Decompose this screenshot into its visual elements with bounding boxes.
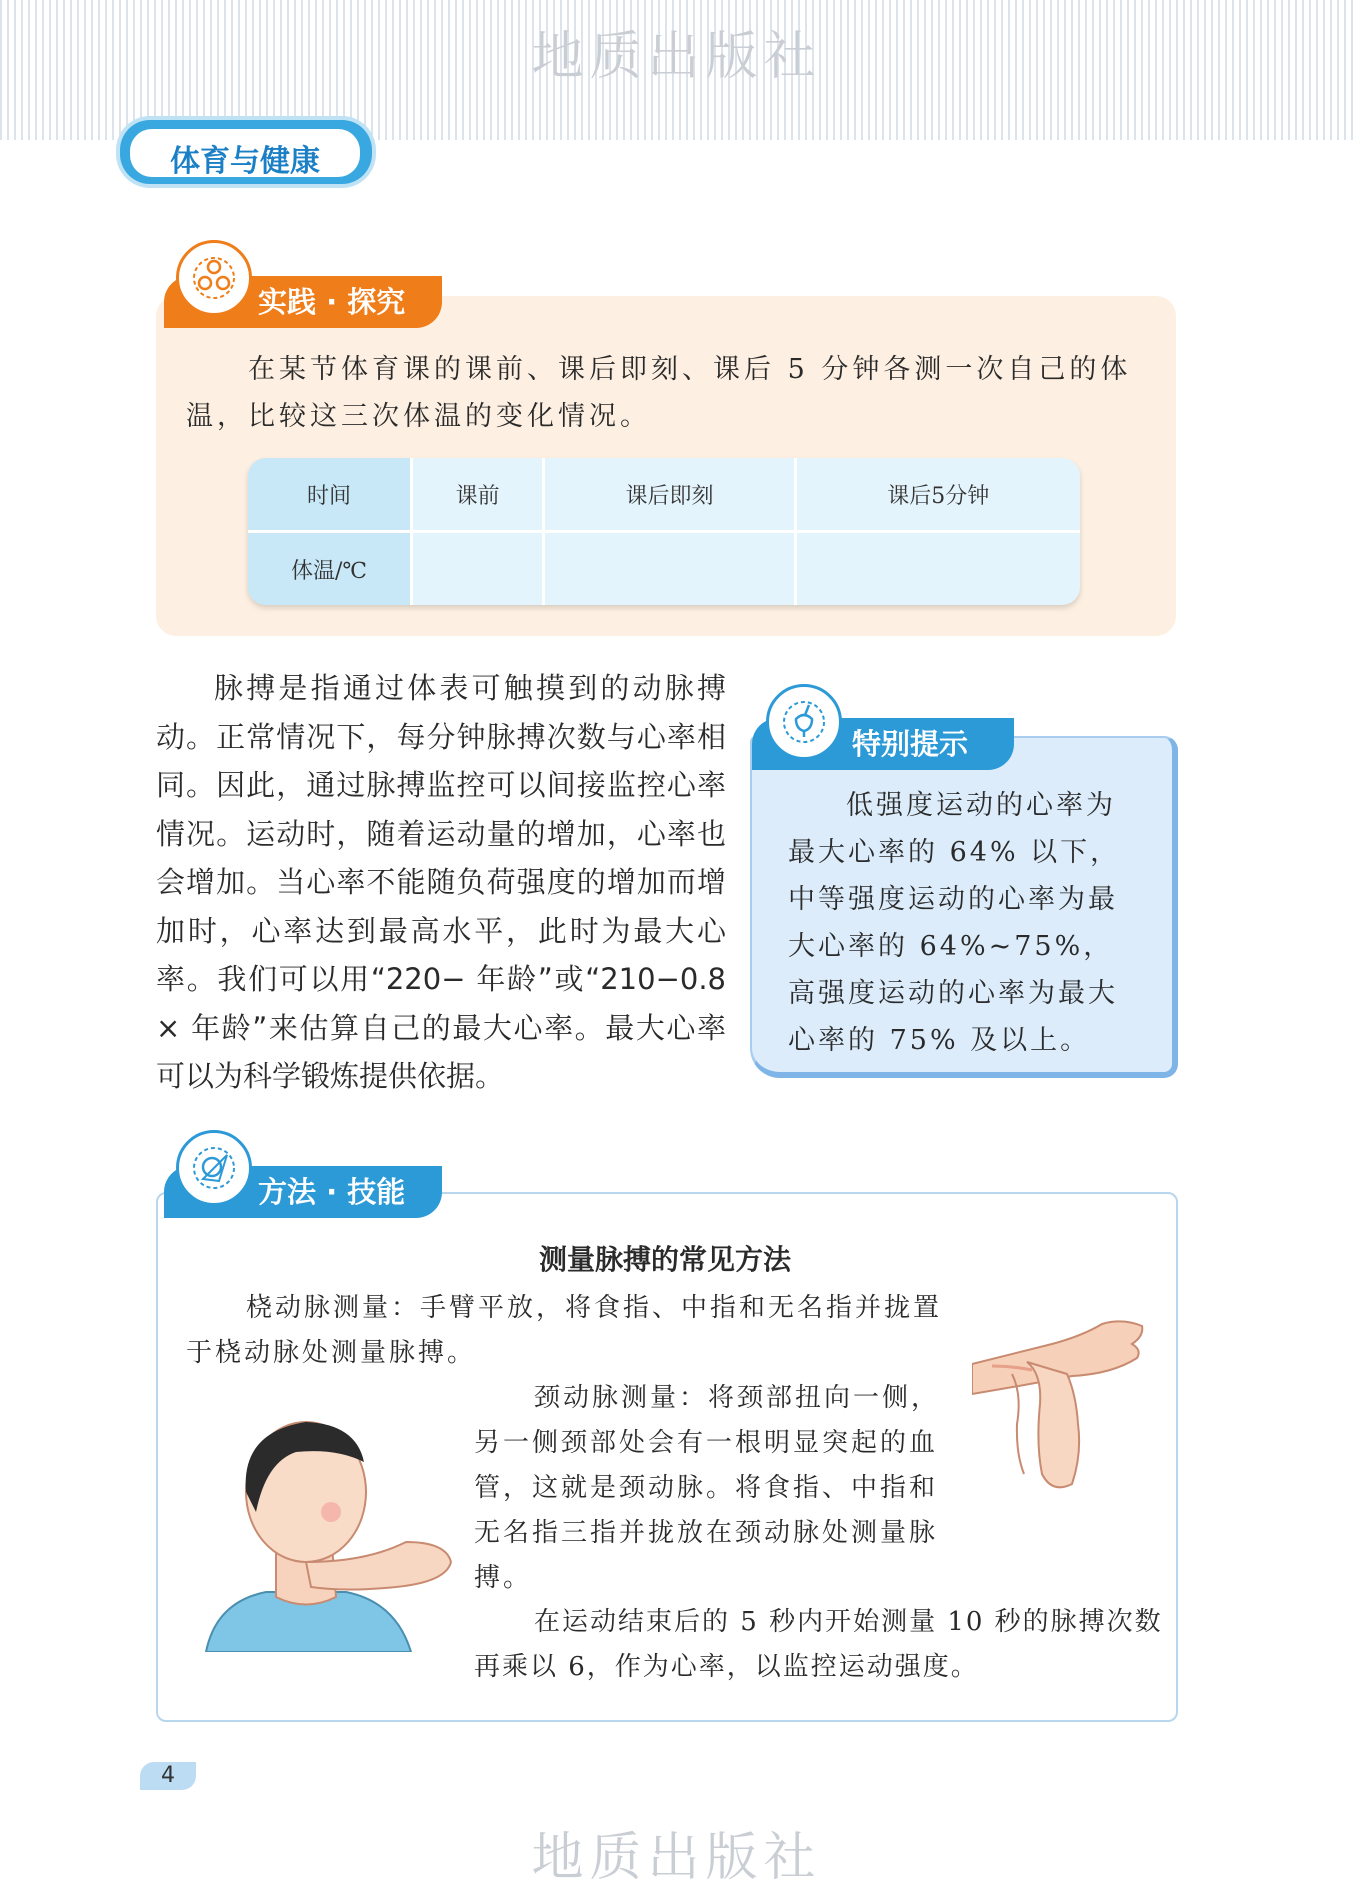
temperature-entry-cell[interactable]	[412, 532, 544, 606]
temperature-table	[248, 458, 1080, 605]
tip-tag: 特别提示	[752, 718, 1014, 770]
chapter-badge	[120, 120, 372, 184]
gears-icon	[176, 240, 252, 316]
publisher-watermark-top: 地质出版社	[531, 27, 822, 87]
practice-instructions: 在某节体育课的课前、课后即刻、课后 5 分钟各测一次自己的体温，比较这三次体温的变化情况。	[186, 354, 1132, 432]
lamp-icon	[766, 684, 842, 760]
table-row-label: 体温/℃	[248, 532, 412, 606]
table-header-cell: 时间	[248, 458, 412, 532]
table-header-row	[248, 458, 1080, 532]
table-header-cell: 课后即刻	[544, 458, 795, 532]
measurement-timing-paragraph: 在运动结束后的 5 秒内开始测量 10 秒的脉搏次数再乘以 6，作为心率，以监控运动强度。	[474, 1607, 1163, 1682]
carotid-artery-paragraph: 颈动脉测量：将颈部扭向一侧，另一侧颈部处会有一根明显突起的血管，这就是颈动脉。将食指、中指和无名指三指并拢放在颈动脉处测量脉搏。	[474, 1383, 941, 1593]
table-header-cell: 课后5分钟	[795, 458, 1080, 532]
chapter-title: 体育与健康	[170, 144, 320, 179]
pulse-paragraph: 脉搏是指通过体表可触摸到的动脉搏动。正常情况下，每分钟脉搏次数与心率相同。因此，通过脉搏监控可以间接监控心率情况。运动时，随着运动量的增加，心率也会增加。当心率不能随负荷强度的增加而增加时，心率达到最高水平，此时为最大心率。我们可以用“220− 年龄”或“210−0.8 × 年龄”来估算自己的最大心率。最大心率可以为科学锻炼提供依据。	[156, 671, 726, 1093]
table-header-cell: 课前	[412, 458, 544, 532]
temperature-entry-cell[interactable]	[795, 532, 1080, 606]
method-title: 测量脉搏的常见方法	[538, 1243, 791, 1276]
wrist-pulse-illustration	[972, 1314, 1152, 1494]
neck-pulse-illustration	[196, 1412, 456, 1652]
practice-tag: 实践 · 探究	[164, 276, 442, 328]
temperature-entry-cell[interactable]	[544, 532, 795, 606]
method-tag: 方法 · 技能	[164, 1166, 442, 1218]
table-row	[248, 532, 1080, 606]
page-number: 4	[140, 1762, 196, 1790]
compass-icon	[176, 1130, 252, 1206]
tip-text: 低强度运动的心率为最大心率的 64% 以下，中等强度运动的心率为最大心率的 64%~75%，高强度运动的心率为最大心率的 75% 及以上。	[788, 790, 1121, 1056]
publisher-watermark-bottom: 地质出版社	[531, 1828, 822, 1888]
radial-artery-paragraph: 桡动脉测量：手臂平放，将食指、中指和无名指并拢置于桡动脉处测量脉搏。	[186, 1293, 943, 1368]
